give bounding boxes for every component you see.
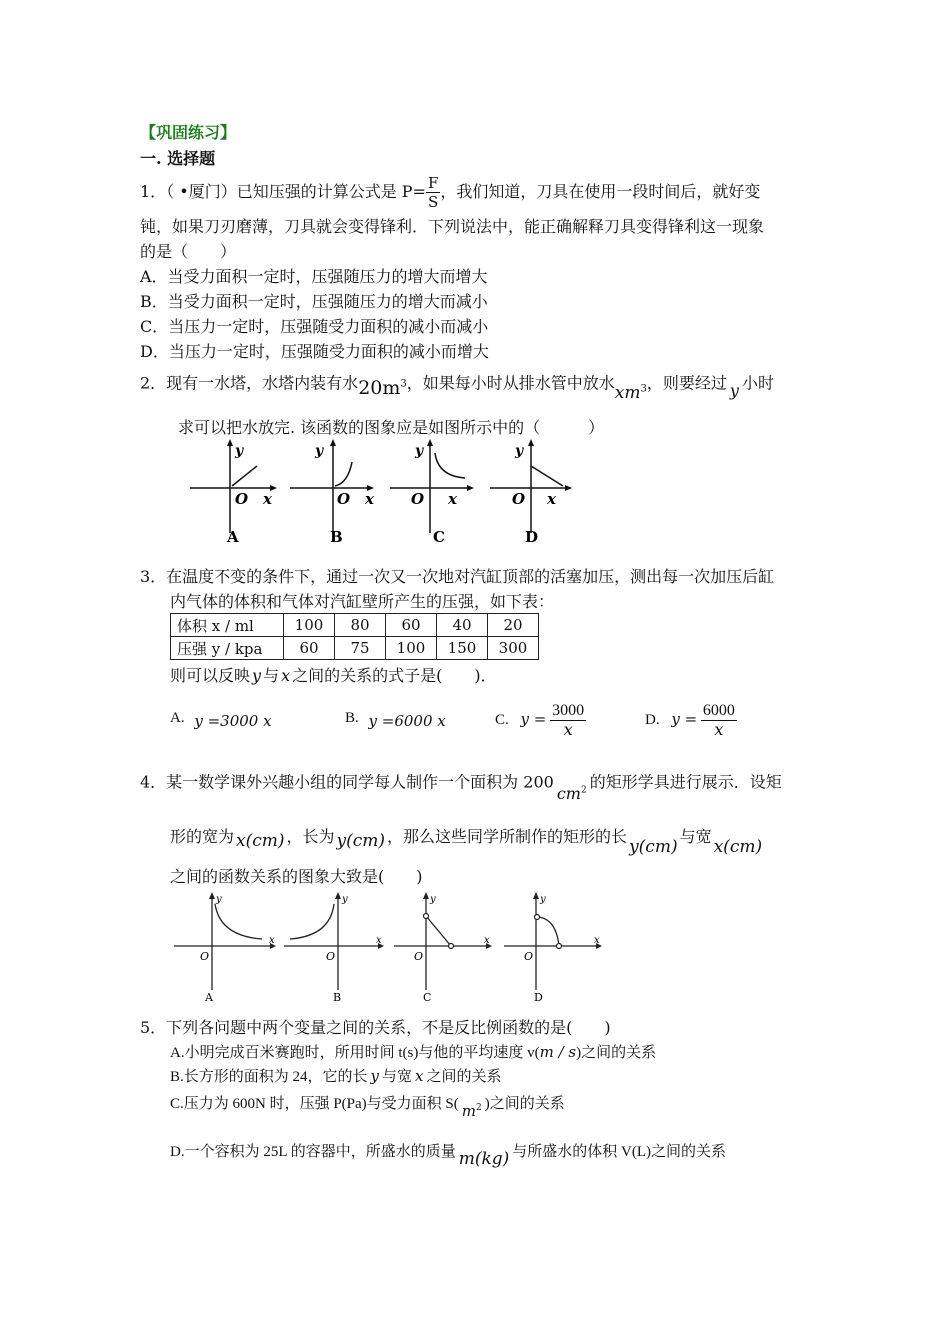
q4-line3: 之间的函数关系的图象大致是( ) — [170, 867, 423, 886]
q4-line1 — [140, 768, 782, 804]
table-cell: 100 — [284, 614, 335, 637]
open-point — [449, 944, 454, 949]
q4-graph-c — [394, 892, 492, 1004]
q5-text: D.一个容积为 25L 的容器中，所盛水的质量 — [170, 1144, 456, 1160]
q4-unit — [554, 784, 590, 803]
y-label: y — [315, 443, 324, 459]
q5-option-b — [170, 1065, 502, 1086]
x-axis-arrow — [565, 485, 572, 491]
q1-frac-num: F — [427, 174, 439, 192]
y-label: y — [430, 894, 436, 905]
graph-label: B — [333, 991, 342, 1004]
q2-line2: 求可以把水放完. 该函数的图象应是如图所示中的（ ） — [178, 418, 605, 437]
q2-graph-b — [290, 439, 375, 546]
q4-text-a: 形的宽为 — [170, 827, 235, 846]
q1-line2: 钝，如果刀刃磨薄，刀具就会变得锋利．下列说法中，能正确解释刀具变得锋利这一现象 — [140, 217, 765, 236]
section-title: 【巩固练习】 — [140, 123, 237, 142]
q5-option-a — [170, 1041, 656, 1062]
q4-unit-sup: 2 — [580, 786, 587, 796]
q4-width: x(cm) — [236, 831, 285, 851]
q4-graph-d — [504, 892, 602, 1004]
q3-option-c — [495, 702, 586, 739]
q4-unit-base: cm — [556, 784, 581, 804]
q2-rate-base: xm — [614, 383, 641, 404]
table-cell: 60 — [386, 614, 437, 637]
q3-line1: 3．在温度不变的条件下，通过一次又一次地对汽缸顶部的活塞加压，测出每一次加压后缸 — [140, 567, 775, 586]
y-axis-arrow — [533, 892, 539, 899]
option-lhs: y = — [520, 709, 547, 728]
x-label: x — [448, 490, 457, 508]
q2-graph-c — [390, 439, 474, 546]
q3-option-a — [170, 708, 272, 730]
origin-label: O — [200, 950, 210, 963]
q5-text: A.小明完成百米赛跑时，所用时间 t(s)与他的平均速度 v( — [170, 1045, 540, 1061]
graph-label: D — [525, 528, 539, 546]
q5-text: B.长方形的面积为 24，它的长 — [170, 1069, 368, 1085]
graph-label: C — [423, 991, 432, 1004]
x-label: x — [376, 935, 382, 946]
q2-var-y: y — [729, 381, 739, 401]
q1-line3: 的是（ ） — [140, 242, 237, 261]
q5-unit-sup: 2 — [476, 1103, 482, 1113]
q2-graph-d — [490, 439, 572, 546]
q5-var-x: x — [415, 1067, 424, 1085]
q2-text-c: ，则要经过 — [646, 373, 727, 393]
table-cell: 40 — [437, 614, 488, 637]
q4-graphs — [170, 890, 610, 1005]
origin-label: O — [411, 490, 425, 508]
q5-option-c — [170, 1092, 565, 1120]
x-label: x — [594, 935, 600, 946]
origin-label: O — [524, 950, 534, 963]
q5-text: )之间的关系 — [484, 1096, 565, 1112]
table-cell: 100 — [386, 637, 437, 660]
origin-label: O — [326, 950, 336, 963]
q2-rate-sup: 3 — [640, 383, 647, 395]
curve — [215, 904, 262, 939]
curve — [435, 453, 465, 478]
y-label: y — [415, 443, 424, 459]
q5-text: 与宽 — [382, 1069, 413, 1085]
q5-var-y: y — [370, 1067, 379, 1085]
table-row — [171, 614, 539, 637]
curve — [426, 916, 451, 946]
q1-option-c: C．当压力一定时，压强随受力面积的减小而减小 — [140, 317, 489, 336]
frac-num: 6000 — [702, 702, 735, 719]
option-letter: A. — [170, 710, 185, 726]
q2-graphs — [185, 438, 585, 548]
y-axis-arrow — [335, 892, 341, 899]
q5-text: )之间的关系 — [576, 1045, 657, 1061]
q5-option-d — [170, 1140, 727, 1169]
q4-text-c: ，那么这些同学所制作的矩形的长 — [387, 827, 628, 846]
q1-text-a: 1．（ •厦门）已知压强的计算公式是 P= — [140, 182, 426, 201]
q2-rate — [615, 383, 647, 403]
option-fraction — [701, 702, 737, 739]
y-label: y — [216, 894, 222, 905]
q1-option-a: A．当受力面积一定时，压强随压力的增大而增大 — [140, 267, 488, 286]
option-formula: y =6000 x — [368, 712, 446, 730]
open-point — [424, 914, 429, 919]
curve — [335, 462, 352, 486]
x-label: x — [269, 935, 275, 946]
x-label: x — [547, 490, 556, 508]
q1-text-b: ，我们知道，刀具在使用一段时间后，就好变 — [440, 182, 761, 201]
q3-option-d — [645, 702, 737, 739]
q5-text: 与所盛水的体积 V(L)之间的关系 — [512, 1144, 727, 1160]
y-label: y — [235, 443, 244, 459]
table-cell: 20 — [488, 614, 539, 637]
q5-unit — [459, 1102, 485, 1120]
table-cell: 75 — [335, 637, 386, 660]
q1-line1 — [140, 174, 760, 211]
q3-option-b — [345, 708, 446, 730]
y-label: y — [342, 894, 348, 905]
q5-text: C.压力为 600N 时，压强 P(Pa)与受力面积 S( — [170, 1096, 459, 1112]
option-letter: B. — [345, 710, 359, 726]
curve — [537, 917, 559, 946]
q4-line2 — [170, 826, 764, 857]
x-label: x — [484, 935, 490, 946]
origin-label: O — [235, 490, 249, 508]
curve — [290, 904, 334, 939]
q5-unit: m(kg) — [458, 1149, 510, 1169]
frac-num: 3000 — [552, 702, 585, 719]
q4-text-b: 的矩形学具进行展示．设矩 — [589, 772, 782, 792]
x-label: x — [365, 490, 374, 508]
option-fraction — [550, 702, 586, 739]
option-formula: y =3000 x — [194, 712, 272, 730]
q5-unit-base: m — [461, 1102, 476, 1120]
q4-graph-a — [174, 892, 276, 1004]
y-axis-arrow — [528, 439, 534, 446]
y-label: y — [540, 894, 546, 905]
q2-text-a: 2．现有一水塔，水塔内装有水 — [140, 373, 359, 393]
q2-line1 — [140, 368, 774, 404]
q2-volume-sup: 3 — [400, 379, 407, 390]
table-cell: 150 — [437, 637, 488, 660]
q3-line3 — [170, 665, 497, 687]
q3-var-x: x — [281, 666, 291, 685]
q2-volume — [358, 377, 407, 399]
graph-label: B — [330, 528, 343, 546]
table-cell: 80 — [335, 614, 386, 637]
table-cell: 压强 y / kpa — [171, 637, 284, 660]
section-subtitle: 一. 选择题 — [140, 149, 216, 168]
open-point — [557, 944, 562, 949]
q3-text-a: 则可以反映 — [170, 666, 251, 685]
x-axis-arrow — [467, 485, 474, 491]
q1-frac-den: S — [428, 193, 439, 211]
y-label: y — [515, 443, 524, 459]
table-row — [171, 637, 539, 660]
y-axis-arrow — [227, 439, 233, 446]
q2-volume-base: 20m — [358, 377, 401, 400]
q1-option-b: B．当受力面积一定时，压强随压力的增大而减小 — [140, 292, 488, 311]
q5-unit: m / s — [539, 1043, 577, 1061]
q4-length: y(cm) — [336, 831, 386, 851]
open-point — [535, 915, 540, 920]
graph-label: A — [205, 991, 213, 1004]
q2-graph-a — [190, 439, 277, 546]
q4-text-d: 与宽 — [679, 827, 712, 846]
q1-fraction — [426, 174, 440, 211]
q3-var-y: y — [252, 666, 262, 685]
y-axis-arrow — [209, 892, 215, 899]
q3-line2: 内气体的体积和气体对汽缸壁所产生的压强，如下表： — [170, 592, 555, 611]
q5-line1: 5．下列各问题中两个变量之间的关系，不是反比例函数的是( ) — [140, 1018, 611, 1037]
origin-label: O — [512, 490, 526, 508]
option-letter: C. — [495, 711, 509, 728]
y-axis-arrow — [330, 439, 336, 446]
option-lhs: y = — [671, 709, 698, 728]
q4-text-a: 4．某一数学课外兴趣小组的同学每人制作一个面积为 200 — [140, 772, 554, 792]
q3-text-c: 之间的关系的式子是( )． — [292, 666, 497, 685]
option-letter: D. — [645, 711, 660, 728]
y-axis-arrow — [427, 439, 433, 446]
q1-option-d: D．当压力一定时，压强随受力面积的减小而增大 — [140, 342, 489, 361]
curve — [531, 466, 563, 486]
origin-label: O — [414, 950, 424, 963]
curve — [232, 466, 257, 486]
table-cell: 60 — [284, 637, 335, 660]
q5-text: 之间的关系 — [426, 1069, 502, 1085]
q2-text-b: ，如果每小时从排水管中放水 — [406, 373, 615, 393]
q4-graph-b — [284, 892, 384, 1004]
q4-text-b: ，长为 — [286, 827, 335, 846]
x-label: x — [263, 490, 272, 508]
q4-width-2: x(cm) — [713, 837, 763, 857]
graph-label: D — [534, 991, 543, 1004]
y-axis-arrow — [423, 892, 429, 899]
q3-table — [170, 613, 539, 660]
graph-label: A — [227, 528, 239, 546]
origin-label: O — [337, 490, 351, 508]
graph-label: C — [433, 528, 445, 546]
frac-den: x — [563, 720, 573, 739]
q3-text-b: 与 — [263, 666, 280, 685]
table-cell: 300 — [488, 637, 539, 660]
frac-den: x — [714, 720, 724, 739]
q4-length-2: y(cm) — [629, 837, 678, 857]
q2-text-d: 小时 — [741, 373, 774, 393]
table-cell: 体积 x / ml — [171, 614, 284, 637]
